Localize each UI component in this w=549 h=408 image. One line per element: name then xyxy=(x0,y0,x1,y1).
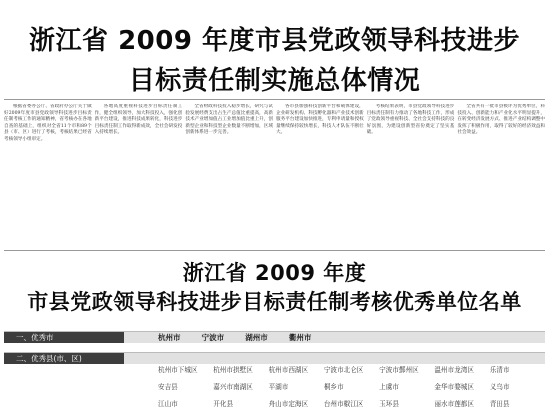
county-name: 杭州市下城区 xyxy=(158,366,198,374)
list-title-line-2: 市县党政领导科技进步目标责任制考核优秀单位名单 xyxy=(27,290,522,314)
county-name: 江山市 xyxy=(158,400,178,408)
article-column xyxy=(4,104,92,224)
excellent-cities-list xyxy=(158,332,330,343)
city-name: 杭州市 xyxy=(158,333,181,342)
county-name: 开化县 xyxy=(213,400,234,408)
county-name: 丽水市莲都区 xyxy=(434,400,474,408)
county-name: 温州市龙湾区 xyxy=(434,366,474,374)
top-divider xyxy=(4,99,545,100)
county-name: 杭州市西湖区 xyxy=(268,366,309,374)
main-title-line-1: 浙江省 2009 年度市县党政领导科技进步 xyxy=(29,26,520,56)
column-text: 考核结果表明，市县党政领导科技进步目标责任制有力推动了各地科技工作，形成了党政领导重视科技、全社会支持科技的良好氛围，为建设创新型省份奠定了坚实基础。 xyxy=(366,104,455,136)
middle-divider xyxy=(4,250,545,251)
category-label-counties: 二、优秀县(市、区) xyxy=(4,353,124,364)
county-name: 杭州市拱墅区 xyxy=(213,366,253,374)
category-label-cities: 一、优秀市 xyxy=(4,332,124,343)
list-title-line-1: 浙江省 2009 年度 xyxy=(182,261,367,285)
county-name: 玉环县 xyxy=(379,400,399,408)
county-name: 宁波市鄞州区 xyxy=(379,366,419,374)
article-body xyxy=(4,104,545,224)
column-text: 根据省委办公厅、省政府办公厅关于做好2009年度市县党政领导科技进步目标责任制考核工作的通知精神，省考核办在各地自查的基础上，组织对全省11个市和89个县（市、区）进行了考核，考核结果已经省考核领导小组审定。 xyxy=(4,104,92,142)
column-text: 全省共有一批市县被评为优秀单位，科技投入、创新能力和产业化水平明显提升，在转变经济发展方式、推进产业结构调整中发挥了积极作用，取得了较好的经济效益和社会效益。 xyxy=(457,104,546,136)
county-name: 上虞市 xyxy=(379,383,399,391)
column-text: 各地高度重视科技进步目标责任制工作，健全组织领导，加大科技投入，强化创新平台建设，推进科技成果转化，科技进步目标责任制工作取得新成效，全社会研发投入持续增长。 xyxy=(94,104,183,136)
city-name: 宁波市 xyxy=(201,333,225,342)
city-name: 衢州市 xyxy=(288,333,312,342)
county-name: 舟山市定海区 xyxy=(268,400,309,408)
main-title-line-2: 目标责任制实施总体情况 xyxy=(128,66,421,96)
county-name: 安吉县 xyxy=(158,383,178,391)
county-name: 青田县 xyxy=(489,400,510,408)
column-text: 全省财政科技投入稳步增长，研究与试验发展经费支出占生产总值比重提高，高新技术产业增加值占工业增加值比重上升，创新型企业和科技型企业数量不断增加，区域创新体系进一步完善。 xyxy=(185,104,274,136)
county-name: 桐乡市 xyxy=(323,383,344,391)
article-column xyxy=(276,104,364,224)
column-text: 各市县加强科技创新平台和载体建设，企业研发机构、科技孵化器和产业技术创新服务平台建设加快推进，专利申请量和授权量继续保持较快增长，科技人才队伍不断壮大。 xyxy=(276,104,364,136)
article-column xyxy=(185,104,273,224)
category-bar-counties xyxy=(4,352,545,364)
article-column xyxy=(457,104,545,224)
excellent-counties-grid xyxy=(158,364,545,408)
county-name: 嘉兴市南湖区 xyxy=(213,383,253,391)
article-column xyxy=(367,104,455,224)
county-name: 宁波市北仑区 xyxy=(323,366,364,374)
county-name: 平湖市 xyxy=(268,383,289,391)
county-name: 义乌市 xyxy=(489,383,510,391)
county-name: 台州市椒江区 xyxy=(323,400,364,408)
county-name: 乐清市 xyxy=(489,366,510,374)
county-name: 金华市婺城区 xyxy=(434,383,474,391)
article-column xyxy=(95,104,183,224)
city-name: 湖州市 xyxy=(245,333,268,342)
